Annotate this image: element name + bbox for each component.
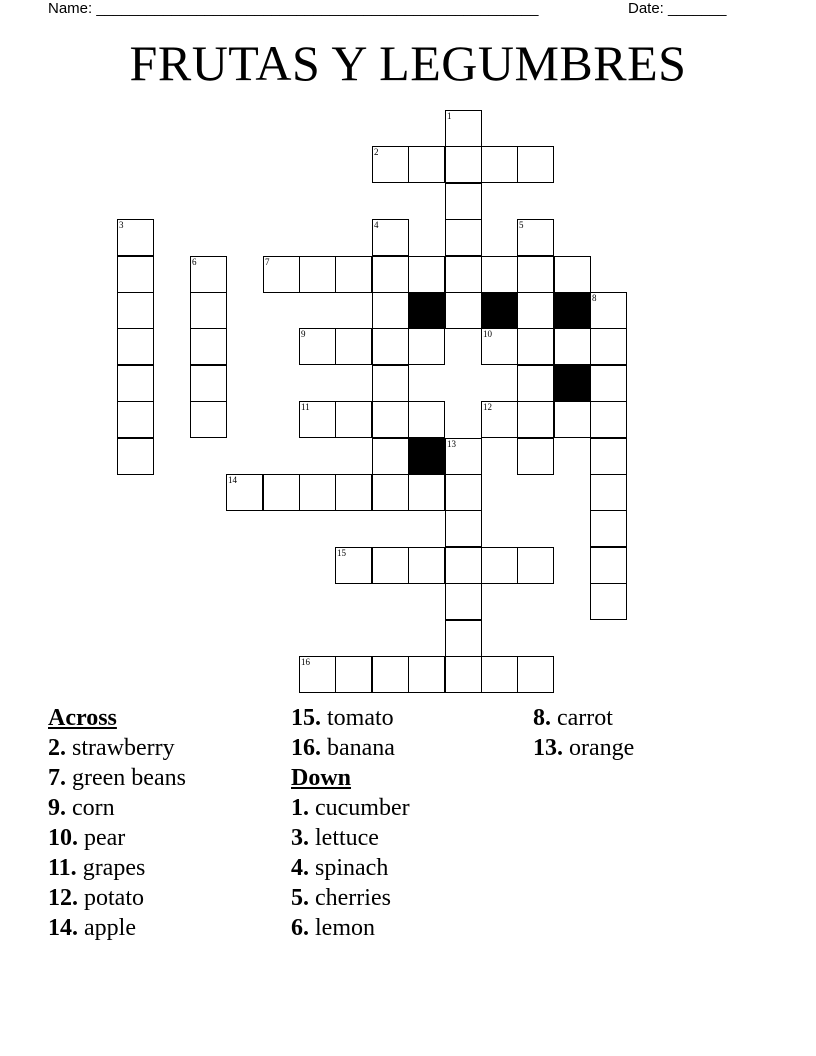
crossword-cell[interactable] xyxy=(117,256,154,293)
crossword-cell[interactable] xyxy=(408,256,445,293)
clue-across-11: 11. grapes xyxy=(48,855,146,881)
clues-column-1 xyxy=(48,703,186,943)
crossword-cell[interactable] xyxy=(372,401,409,438)
crossword-cell[interactable] xyxy=(481,547,518,584)
clue-down-3: 3. lettuce xyxy=(291,825,379,851)
crossword-cell[interactable] xyxy=(445,510,482,547)
down-heading: Down xyxy=(291,765,352,791)
black-cell xyxy=(554,365,591,402)
clue-across-10: 10. pear xyxy=(48,825,126,851)
crossword-cell[interactable] xyxy=(299,401,336,438)
clue-down-5: 5. cherries xyxy=(291,885,391,911)
crossword-cell[interactable] xyxy=(590,583,627,620)
clue-across-2: 2. strawberry xyxy=(48,735,175,761)
crossword-cell[interactable] xyxy=(445,438,482,475)
date-field[interactable]: Date: _______ xyxy=(628,0,727,17)
crossword-cell[interactable] xyxy=(517,328,554,365)
crossword-cell[interactable] xyxy=(445,620,482,657)
crossword-cell[interactable] xyxy=(408,656,445,693)
clue-number: 6 xyxy=(192,257,197,267)
crossword-cell[interactable] xyxy=(517,219,554,256)
clue-down-8: 8. carrot xyxy=(533,705,613,731)
crossword-cell[interactable] xyxy=(190,365,227,402)
crossword-cell[interactable] xyxy=(517,292,554,329)
black-cell xyxy=(408,292,445,329)
crossword-cell[interactable] xyxy=(590,474,627,511)
crossword-cell[interactable] xyxy=(554,256,591,293)
clue-number: 9 xyxy=(301,329,306,339)
clue-number: 12 xyxy=(483,402,492,412)
crossword-cell[interactable] xyxy=(299,328,336,365)
clues-column-2 xyxy=(291,703,410,943)
crossword-cell[interactable] xyxy=(590,292,627,329)
clue-number: 16 xyxy=(301,657,310,667)
crossword-cell[interactable] xyxy=(226,474,263,511)
crossword-cell[interactable] xyxy=(299,474,336,511)
clue-down-1: 1. cucumber xyxy=(291,795,410,821)
crossword-cell[interactable] xyxy=(517,547,554,584)
crossword-cell[interactable] xyxy=(408,547,445,584)
crossword-cell[interactable] xyxy=(590,328,627,365)
crossword-cell[interactable] xyxy=(263,474,300,511)
crossword-cell[interactable] xyxy=(517,146,554,183)
crossword-cell[interactable] xyxy=(372,256,409,293)
crossword-cell[interactable] xyxy=(335,256,372,293)
crossword-cell[interactable] xyxy=(445,146,482,183)
clue-number: 11 xyxy=(301,402,310,412)
crossword-cell[interactable] xyxy=(335,401,372,438)
crossword-cell[interactable] xyxy=(481,146,518,183)
clue-number: 13 xyxy=(447,439,456,449)
crossword-cell[interactable] xyxy=(554,328,591,365)
clue-across-9: 9. corn xyxy=(48,795,115,821)
crossword-cell[interactable] xyxy=(408,474,445,511)
crossword-cell[interactable] xyxy=(372,219,409,256)
crossword-cell[interactable] xyxy=(445,656,482,693)
crossword-cell[interactable] xyxy=(445,183,482,220)
clue-number: 15 xyxy=(337,548,346,558)
clue-number: 3 xyxy=(119,220,124,230)
clue-number: 10 xyxy=(483,329,492,339)
clue-number: 7 xyxy=(265,257,270,267)
crossword-cell[interactable] xyxy=(335,328,372,365)
name-field[interactable]: Name: _____________________________________________________ xyxy=(48,0,539,17)
crossword-cell[interactable] xyxy=(408,328,445,365)
crossword-cell[interactable] xyxy=(263,256,300,293)
crossword-cell[interactable] xyxy=(372,474,409,511)
clue-number: 2 xyxy=(374,147,379,157)
crossword-cell[interactable] xyxy=(590,510,627,547)
clue-number: 14 xyxy=(228,475,237,485)
clue-down-4: 4. spinach xyxy=(291,855,389,881)
crossword-cell[interactable] xyxy=(445,256,482,293)
clue-across-14: 14. apple xyxy=(48,915,136,941)
clue-number: 4 xyxy=(374,220,379,230)
crossword-cell[interactable] xyxy=(445,474,482,511)
crossword-cell[interactable] xyxy=(517,256,554,293)
clue-across-12: 12. potato xyxy=(48,885,144,911)
crossword-cell[interactable] xyxy=(117,219,154,256)
crossword-cell[interactable] xyxy=(335,474,372,511)
crossword-cell[interactable] xyxy=(445,583,482,620)
clue-across-15: 15. tomato xyxy=(291,705,394,731)
crossword-cell[interactable] xyxy=(372,292,409,329)
crossword-cell[interactable] xyxy=(517,401,554,438)
crossword-cell[interactable] xyxy=(445,292,482,329)
clues-column-3 xyxy=(533,703,634,763)
black-cell xyxy=(554,292,591,329)
crossword-cell[interactable] xyxy=(517,438,554,475)
crossword-cell[interactable] xyxy=(299,256,336,293)
crossword-cell[interactable] xyxy=(590,547,627,584)
crossword-cell[interactable] xyxy=(372,547,409,584)
clue-down-6: 6. lemon xyxy=(291,915,375,941)
crossword-cell[interactable] xyxy=(408,146,445,183)
crossword-cell[interactable] xyxy=(590,365,627,402)
clue-number: 8 xyxy=(592,293,597,303)
black-cell xyxy=(408,438,445,475)
crossword-cell[interactable] xyxy=(481,328,518,365)
crossword-cell[interactable] xyxy=(372,328,409,365)
crossword-cell[interactable] xyxy=(190,292,227,329)
crossword-cell[interactable] xyxy=(372,656,409,693)
crossword-cell[interactable] xyxy=(190,401,227,438)
crossword-cell[interactable] xyxy=(590,401,627,438)
across-heading: Across xyxy=(48,705,117,731)
crossword-cell[interactable] xyxy=(517,365,554,402)
crossword-cell[interactable] xyxy=(335,547,372,584)
crossword-cell[interactable] xyxy=(117,328,154,365)
crossword-cell[interactable] xyxy=(117,401,154,438)
crossword-cell[interactable] xyxy=(408,401,445,438)
crossword-cell[interactable] xyxy=(445,219,482,256)
crossword-cell[interactable] xyxy=(372,438,409,475)
crossword-cell[interactable] xyxy=(117,365,154,402)
crossword-cell[interactable] xyxy=(481,656,518,693)
crossword-cell[interactable] xyxy=(481,256,518,293)
crossword-cell[interactable] xyxy=(190,256,227,293)
crossword-cell[interactable] xyxy=(335,656,372,693)
crossword-cell[interactable] xyxy=(481,401,518,438)
crossword-cell[interactable] xyxy=(554,401,591,438)
crossword-cell[interactable] xyxy=(372,365,409,402)
crossword-cell[interactable] xyxy=(299,656,336,693)
clue-number: 5 xyxy=(519,220,524,230)
crossword-cell[interactable] xyxy=(590,438,627,475)
page-title: FRUTAS Y LEGUMBRES xyxy=(129,35,687,91)
crossword-cell[interactable] xyxy=(372,146,409,183)
black-cell xyxy=(481,292,518,329)
clue-across-16: 16. banana xyxy=(291,735,395,761)
crossword-cell[interactable] xyxy=(117,438,154,475)
clue-down-13: 13. orange xyxy=(533,735,635,761)
clue-number: 1 xyxy=(447,111,452,121)
crossword-cell[interactable] xyxy=(445,110,482,147)
clue-across-7: 7. green beans xyxy=(48,765,186,791)
crossword-cell[interactable] xyxy=(117,292,154,329)
crossword-cell[interactable] xyxy=(517,656,554,693)
crossword-cell[interactable] xyxy=(190,328,227,365)
crossword-cell[interactable] xyxy=(445,547,482,584)
